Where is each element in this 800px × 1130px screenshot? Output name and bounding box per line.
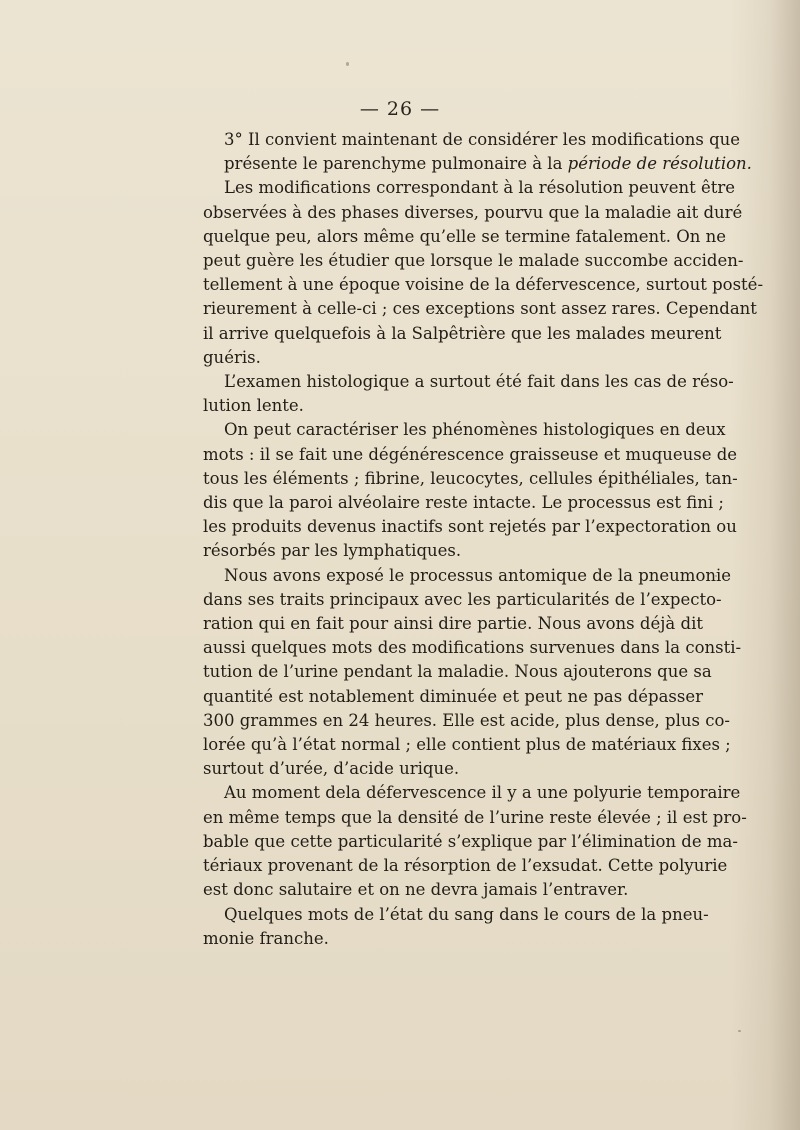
paper-speck (715, 575, 717, 577)
text-line: L’examen histologique a surtout été fait dans les cas de réso- (224, 372, 734, 392)
text-line: rieurement à celle-ci ; ces exceptions sont assez rares. Cependant (203, 299, 757, 319)
text-line: lorée qu’à l’état normal ; elle contient plus de matériaux fixes ; (203, 735, 731, 755)
text-line: Les modifications correspondant à la résolution peuvent être (224, 178, 736, 198)
text-line: dans ses traits principaux avec les particularités de l’expecto- (203, 589, 722, 609)
text-line: est donc salutaire et on ne devra jamais l’entraver. (203, 880, 629, 900)
text-line: les produits devenus inactifs sont rejetés par l’expectoration ou (203, 517, 737, 537)
paragraph-2 (203, 176, 764, 370)
text-line: tellement à une époque voisine de la défervescence, surtout posté- (203, 275, 764, 295)
text-line: tution de l’urine pendant la maladie. Nous ajouterons que sa (203, 662, 712, 682)
paragraph-4 (203, 418, 738, 563)
paragraph-5 (203, 564, 742, 782)
text-line: il arrive quelquefois à la Salpêtrière que les malades meurent (203, 323, 722, 343)
text-line: tous les éléments ; fibrine, leucocytes, cellules épithéliales, tan- (203, 468, 738, 488)
text-line: monie franche. (203, 928, 329, 948)
text-line: quelque peu, alors même qu’elle se termine fatalement. On ne (203, 226, 727, 246)
text-line: Au moment dela défervescence il y a une polyurie temporaire (224, 783, 741, 803)
text-line: tériaux provenant de la résorption de l’exsudat. Cette polyurie (203, 856, 728, 876)
paper-speck (738, 1030, 741, 1032)
paragraph-7 (203, 903, 709, 951)
text-line: quantité est notablement diminuée et peut ne pas dépasser (203, 686, 703, 706)
text-line: résorbés par les lymphatiques. (203, 541, 462, 561)
text-line: bable que cette particularité s’explique par l’élimination de ma- (203, 831, 738, 851)
text-line: aussi quelques mots des modifications survenues dans la consti- (203, 638, 742, 658)
paragraph-1 (203, 128, 752, 176)
text-line: en même temps que la densité de l’urine reste élevée ; il est pro- (203, 807, 747, 827)
text-line: On peut caractériser les phénomènes histologiques en deux (224, 420, 726, 440)
text-line: surtout d’urée, d’acide urique. (203, 759, 460, 779)
paragraph-3 (203, 370, 734, 418)
text-line: peut guère les étudier que lorsque le malade succombe acciden- (203, 251, 744, 271)
text-line: guéris. (203, 347, 261, 367)
text-line: 3° Il convient maintenant de considérer les modifications que (224, 130, 741, 149)
paragraph-6 (203, 781, 747, 902)
text-line (203, 152, 752, 176)
text-line: dis que la paroi alvéolaire reste intacte. Le processus est fini ; (203, 493, 724, 513)
text-line: ration qui en fait pour ainsi dire partie. Nous avons déjà dit (203, 614, 703, 634)
text-line: observées à des phases diverses, pourvu que la maladie ait duré (203, 202, 743, 222)
text-line: lution lente. (203, 396, 304, 416)
text-segment: présente le parenchyme pulmonaire à la (224, 154, 568, 174)
text-line: Quelques mots de l’état du sang dans le cours de la pneu- (224, 904, 709, 924)
emphasis-text: période de résolution. (567, 154, 752, 174)
body-text (203, 128, 764, 951)
paper-speck (346, 62, 349, 66)
text-line: mots : il se fait une dégénérescence graisseuse et muqueuse de (203, 444, 738, 464)
page-number: — 26 — (359, 98, 441, 120)
text-line: Nous avons exposé le processus antomique de la pneumonie (224, 565, 732, 585)
text-line: 300 grammes en 24 heures. Elle est acide, plus dense, plus co- (203, 710, 730, 730)
